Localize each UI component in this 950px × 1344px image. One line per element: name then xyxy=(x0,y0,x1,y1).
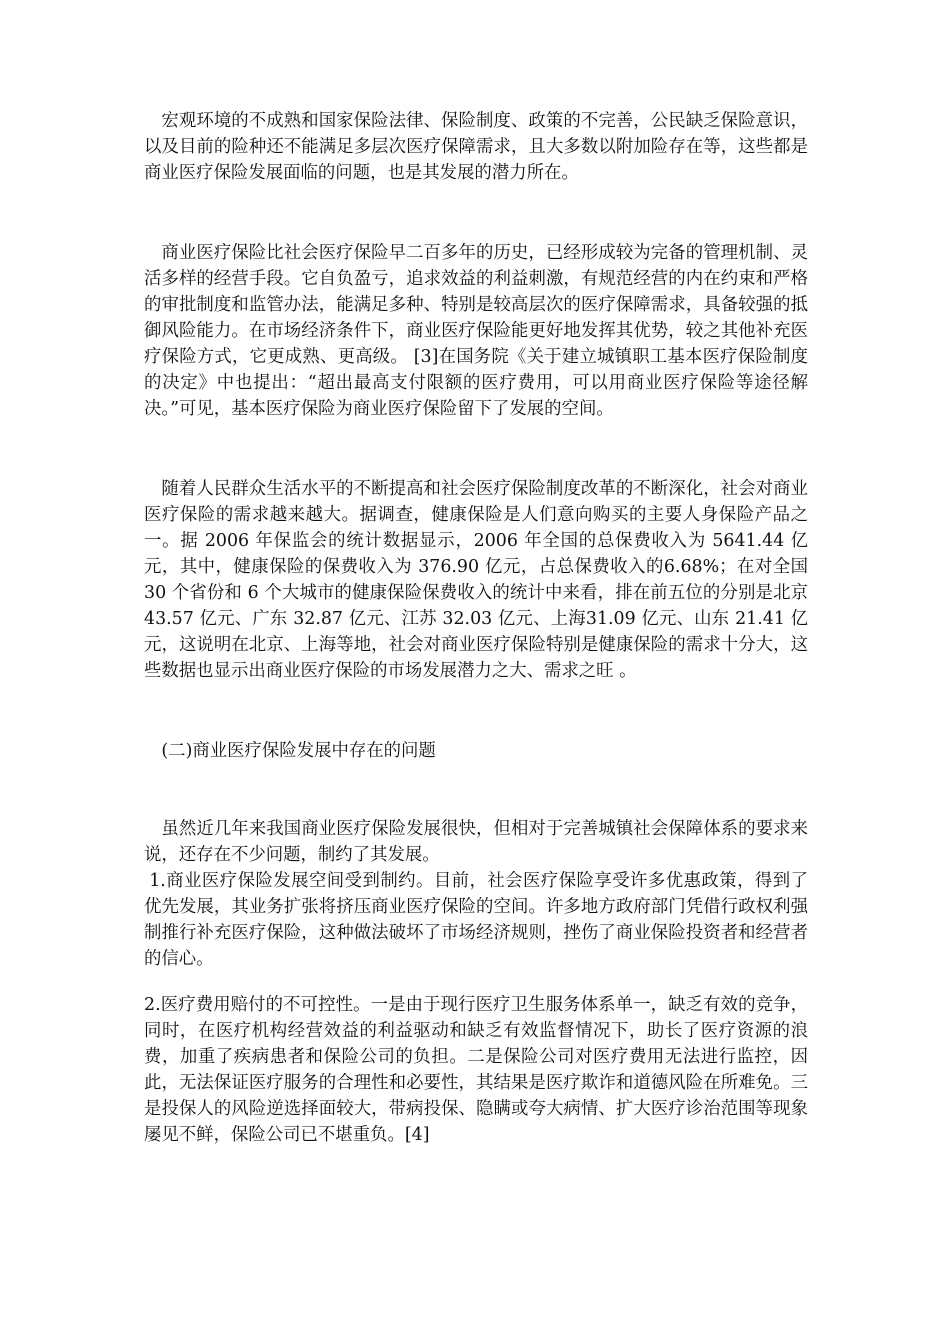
paragraph-problems-intro: 虽然近几年来我国商业医疗保险发展很快，但相对于完善城镇社会保障体系的要求来说，还存在不少问题，制约了其发展。 xyxy=(144,819,808,865)
paragraph-macro-environment: 宏观环境的不成熟和国家保险法律、保险制度、政策的不完善，公民缺乏保险意识，以及目前的险种还不能满足多层次医疗保障需求，且大多数以附加险存在等，这些都是商业医疗保险发展面临的问题，也是其发展的潜力所在。 xyxy=(144,111,808,183)
list-item-development-space: 1.商业医疗保险发展空间受到制约。目前，社会医疗保险享受许多优惠政策，得到了优先发展，其业务扩张将挤压商业医疗保险的空间。许多地方政府部门凭借行政权利强制推行补充医疗保险，这种做法破坏了市场经济规则，挫伤了商业保险投资者和经营者的信心。 xyxy=(144,871,808,969)
paragraph-spacer xyxy=(144,764,808,816)
list-item-cost-uncontrollability: 2.医疗费用赔付的不可控性。一是由于现行医疗卫生服务体系单一，缺乏有效的竞争，同时，在医疗机构经营效益的利益驱动和缺乏有效监督情况下，助长了医疗资源的浪费，加重了疾病患者和保险公司的负担。二是保险公司对医疗费用无法进行监控，因此，无法保证医疗服务的合理性和必要性，其结果是医疗欺诈和道德风险在所难免。三是投保人的风险逆选择面较大，带病投保、隐瞒或夸大病情、扩大医疗诊治范围等现象屡见不鲜，保险公司已不堪重负。[4] xyxy=(144,995,808,1145)
paragraph-spacer xyxy=(144,972,808,992)
paragraph-commercial-vs-social: 商业医疗保险比社会医疗保险早二百多年的历史，已经形成较为完备的管理机制、灵活多样的经营手段。它自负盈亏，追求效益的利益刺激，有规范经营的内在约束和严格的审批制度和监管办法，能满足多种、特别是较高层次的医疗保障需求，具备较强的抵御风险能力。在市场经济条件下，商业医疗保险能更好地发挥其优势，较之其他补充医疗保险方式，它更成熟、更高级。 [3]在国务院《关于建立城镇职工基本医疗保险制度的决定》中也提出：“超出最高支付限额的医疗费用，可以用商业医疗保险等途径解决。”可见，基本医疗保险为商业医疗保险留下了发展的空间。 xyxy=(144,243,808,419)
paragraph-demand-statistics: 随着人民群众生活水平的不断提高和社会医疗保险制度改革的不断深化，社会对商业医疗保险的需求越来越大。据调查，健康保险是人们意向购买的主要人身保险产品之一。据 2006 年保监会的统计数据显示，2006 年全国的总保费收入为 5641.44 亿元，其中，健康保险的保费收入为 376.90 亿元，占总保费收入的6.68%；在对全国 30 个省份和 6 个大城市的健康保险保费收入的统计中来看，排在前五位的分别是北京 43.57 亿元、广东 32.87 亿元、江苏 32.03 亿元、上海31.09 亿元、山东 21.41 亿元，这说明在北京、上海等地，社会对商业医疗保险特别是健康保险的需求十分大，这些数据也显示出商业医疗保险的市场发展潜力之大、需求之旺 。 xyxy=(144,479,808,681)
paragraph-spacer xyxy=(144,684,808,738)
section-heading: (二)商业医疗保险发展中存在的问题 xyxy=(161,741,436,761)
paragraph-spacer xyxy=(144,186,808,240)
document-page xyxy=(144,108,808,1148)
paragraph-spacer xyxy=(144,422,808,476)
